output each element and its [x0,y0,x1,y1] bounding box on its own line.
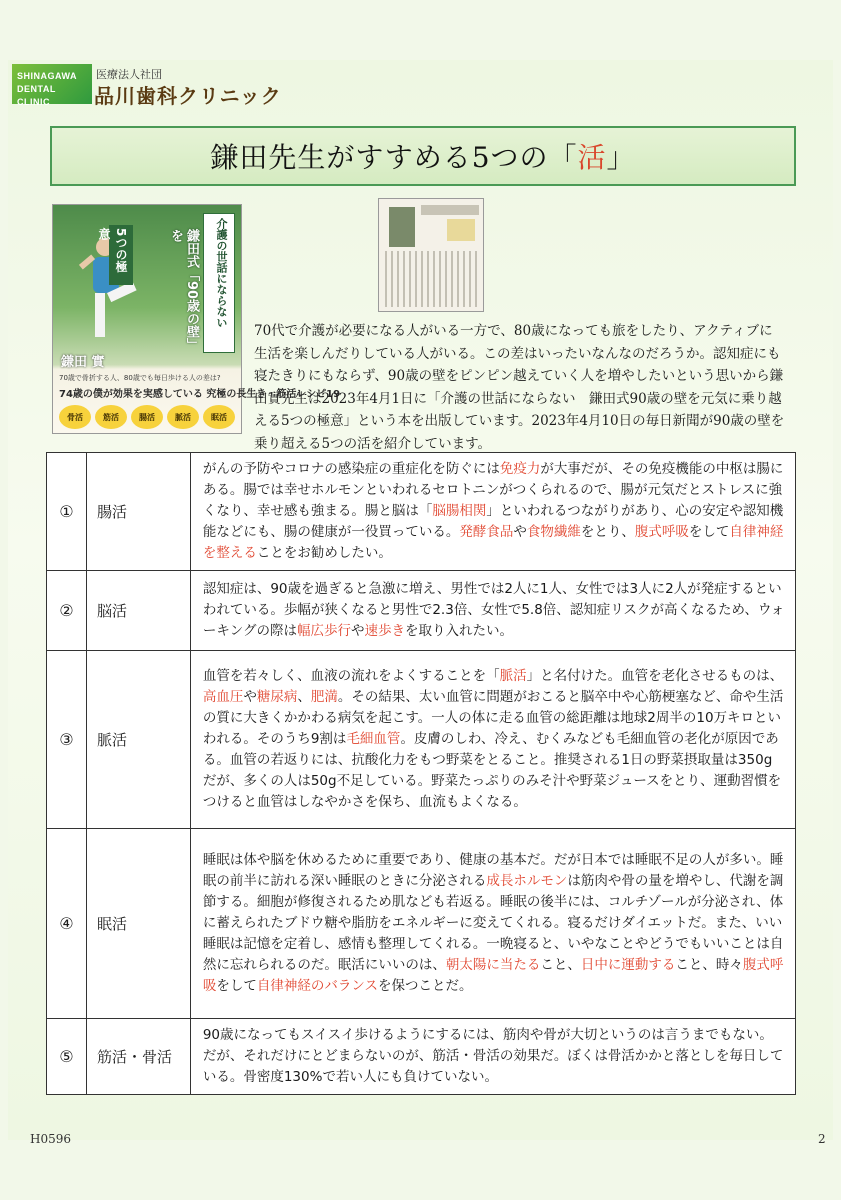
highlight-text: 自律神経を整える [202,524,784,561]
row-katsu-name: 脈活 [86,651,190,829]
row-number: ② [47,571,87,651]
row-number: ⑤ [47,1019,87,1095]
logo-line-2: DENTAL CLINIC [17,84,56,107]
book-title-tag: 5つの極意 [109,225,133,285]
book-tag: 眠活 [203,405,235,429]
highlight-text: 糖尿病 [256,689,298,705]
row-description [190,1019,795,1095]
page-title [210,136,635,176]
description-text: 。その結果、太い血管に問題がおこると脳卒中や心筋梗塞など、命や生活の質に大きくかかわる病気を起こす。一人の体に走る血管の総距離は地球2周半の10万キロといわれる。そのうち9割は [202,689,784,747]
highlight-text: 幅広歩行 [296,623,351,639]
description-text: が大事だが、その免疫機能の中枢は腸にある。腸では幸せホルモンといわれるセロトニンがつくられるので、腸が元気だとストレスに強くなり、幸せ感も強まる。腸と脳は「 [202,461,784,519]
description-text: をして [216,978,257,994]
row-katsu-name: 筋活・骨活 [86,1019,190,1095]
highlight-text: 腹式呼吸 [202,957,784,994]
table-body [47,453,796,1095]
highlight-text: 脳腸相関 [432,503,487,519]
title-accent: 活 [577,141,607,174]
description-text: 血管を若々しく、血液の流れをよくすることを「 [202,668,500,684]
description-text: こと、時々 [675,957,743,973]
highlight-text: 肥満 [310,689,338,705]
document-code: H0596 [30,1132,72,1146]
description-text: を保つことだ。 [377,978,473,994]
description-text: 」といわれるつながりがあり、心の安定や認知機能などにも、腸の健康が一役買っている。 [202,503,784,540]
highlight-text: 脈活 [499,668,527,684]
clipping-badge [447,219,475,241]
row-number: ① [47,453,87,571]
intro-paragraph: 70代で介護が必要になる人がいる一方で、80歳になっても旅をしたり、アクティブに生活を楽しんだりしている人がいる。この差はいったいなんなのだろうか。認知症にも寝たきりにもならず、90歳の壁をピンピン越えていく人を増やしたいという思いから鎌田實先生は2023年4月1日に「介護の世話にならない 鎌田式90歳の壁を元気に乗り越える5つの極意」という本を出版しています。2023年4月10日の毎日新聞が90歳の壁を乗り超える5つの活を紹介しています。 [254,323,785,452]
book-tag: 筋活 [95,405,127,429]
highlight-text: 腹式呼吸 [634,524,689,540]
book-subtitle: 70歳で骨折する人、80歳でも毎日歩ける人の差は? [59,374,221,382]
description-text: 」と名付けた。血管を老化させるものは、 [526,668,784,684]
page-number: 2 [818,1132,826,1146]
five-katsu-table [46,452,796,1095]
org-type: 医療法人社団 [96,68,162,81]
description-text: は筋肉や骨の量を増やし、代謝を調節する。細胞が修復されるため肌なども若返る。睡眠の後半には、コルチゾールが分泌され、体に蓄えられたブドウ糖や脂肪をエネルギーに変えてくれる。寝るだけダイエットだ。また、いい睡眠は記憶を定着し、感情も整理してくれる。一晩寝ると、いやなことやどうでもいいことは自然に忘れられるのだ。眠活にいいのは、 [202,873,784,973]
row-number: ③ [47,651,87,829]
description-text: ことをお勧めしたい。 [256,545,392,561]
highlight-text: 免疫力 [499,461,541,477]
book-title-main: 鎌田式「90歳の壁」を [168,229,199,352]
highlight-text: 毛細血管 [346,731,401,747]
table-row [47,453,796,571]
title-box [50,126,796,186]
row-description [190,829,795,1019]
clipping-headline [421,205,479,215]
highlight-text: 高血圧 [202,689,244,705]
table-row [47,829,796,1019]
description-text: 睡眠は体や脳を休めるために重要であり、健康の基本だ。だが日本では睡眠不足の人が多い。睡眠の前半に訪れる深い睡眠のときに分泌される [202,852,784,889]
highlight-text: 速歩き [364,623,405,639]
description-text: をとり、 [580,524,635,540]
row-number: ④ [47,829,87,1019]
clinic-name: 品川歯科クリニック [94,84,282,108]
highlight-text: 日中に運動する [580,957,676,973]
table-row [47,571,796,651]
book-tag: 脈活 [167,405,199,429]
logo-line-1: SHINAGAWA [17,71,78,81]
highlight-text: 朝太陽に当たる [445,957,541,973]
book-cover [52,204,341,434]
title-prefix: 鎌田先生がすすめる5つの「 [210,141,578,174]
description-text: 。皮膚のしわ、冷え、むくみなども毛細血管の老化が原因である。血管の若返りには、抗酸化力をもつ野菜をとること。推奨される1日の野菜摂取量は350gだが、多くの人は50g不足している。野菜たっぷりのみそ汁や野菜ジュースをとり、運動習慣をつけると血管はしなやかさを保ち、血流もよくなる。 [202,731,782,810]
table-row [47,1019,796,1095]
description-text: 認知症は、90歳を過ぎると急激に増え、男性では2人に1人、女性では3人に2人が発症するといわれている。歩幅が狭くなると男性で2.3倍、女性で5.8倍、認知症リスクが高くなるため、ウォーキングの際は [202,581,785,639]
description-text: がんの予防やコロナの感染症の重症化を防ぐには [202,461,500,477]
row-description [190,571,795,651]
table-row [47,651,796,829]
description-text: や [243,689,257,705]
row-katsu-name: 腸活 [86,453,190,571]
highlight-text: 食物繊維 [526,524,581,540]
clipping-text-lines [385,251,479,307]
row-description [190,453,795,571]
book-author: 鎌田 實 [61,355,105,370]
book-title-top: 介護の世話にならない [203,213,235,353]
row-description [190,651,795,829]
description-text: 90歳になってもスイスイ歩けるようにするには、筋肉や骨が大切というのは言うまでもない。だが、それだけにとどまらないのが、筋活・骨活の効果だ。ぼくは骨活かかと落としを毎日している。骨密度130%で若い人にも負けていない。 [202,1027,784,1085]
newspaper-clipping [378,198,484,312]
clipping-photo [389,207,415,247]
highlight-text: 成長ホルモン [486,873,568,889]
book-recipe-line: 74歳の僕が効果を実感している 究極の長生き・筋活レシピ19 [59,389,341,400]
description-text: をして [688,524,730,540]
description-text: 、 [297,689,311,705]
highlight-text: 自律神経のバランス [256,978,378,994]
description-text: を取り入れたい。 [404,623,513,639]
book-tag: 骨活 [59,405,91,429]
clinic-logo [12,64,92,107]
description-text: や [350,623,365,639]
title-suffix: 」 [606,141,636,174]
row-katsu-name: 眠活 [86,829,190,1019]
row-katsu-name: 脳活 [86,571,190,651]
book-tags [59,405,239,429]
highlight-text: 発酵食品 [459,524,514,540]
description-text: こと、 [540,957,581,973]
description-text: や [513,524,527,540]
book-tag: 腸活 [131,405,163,429]
